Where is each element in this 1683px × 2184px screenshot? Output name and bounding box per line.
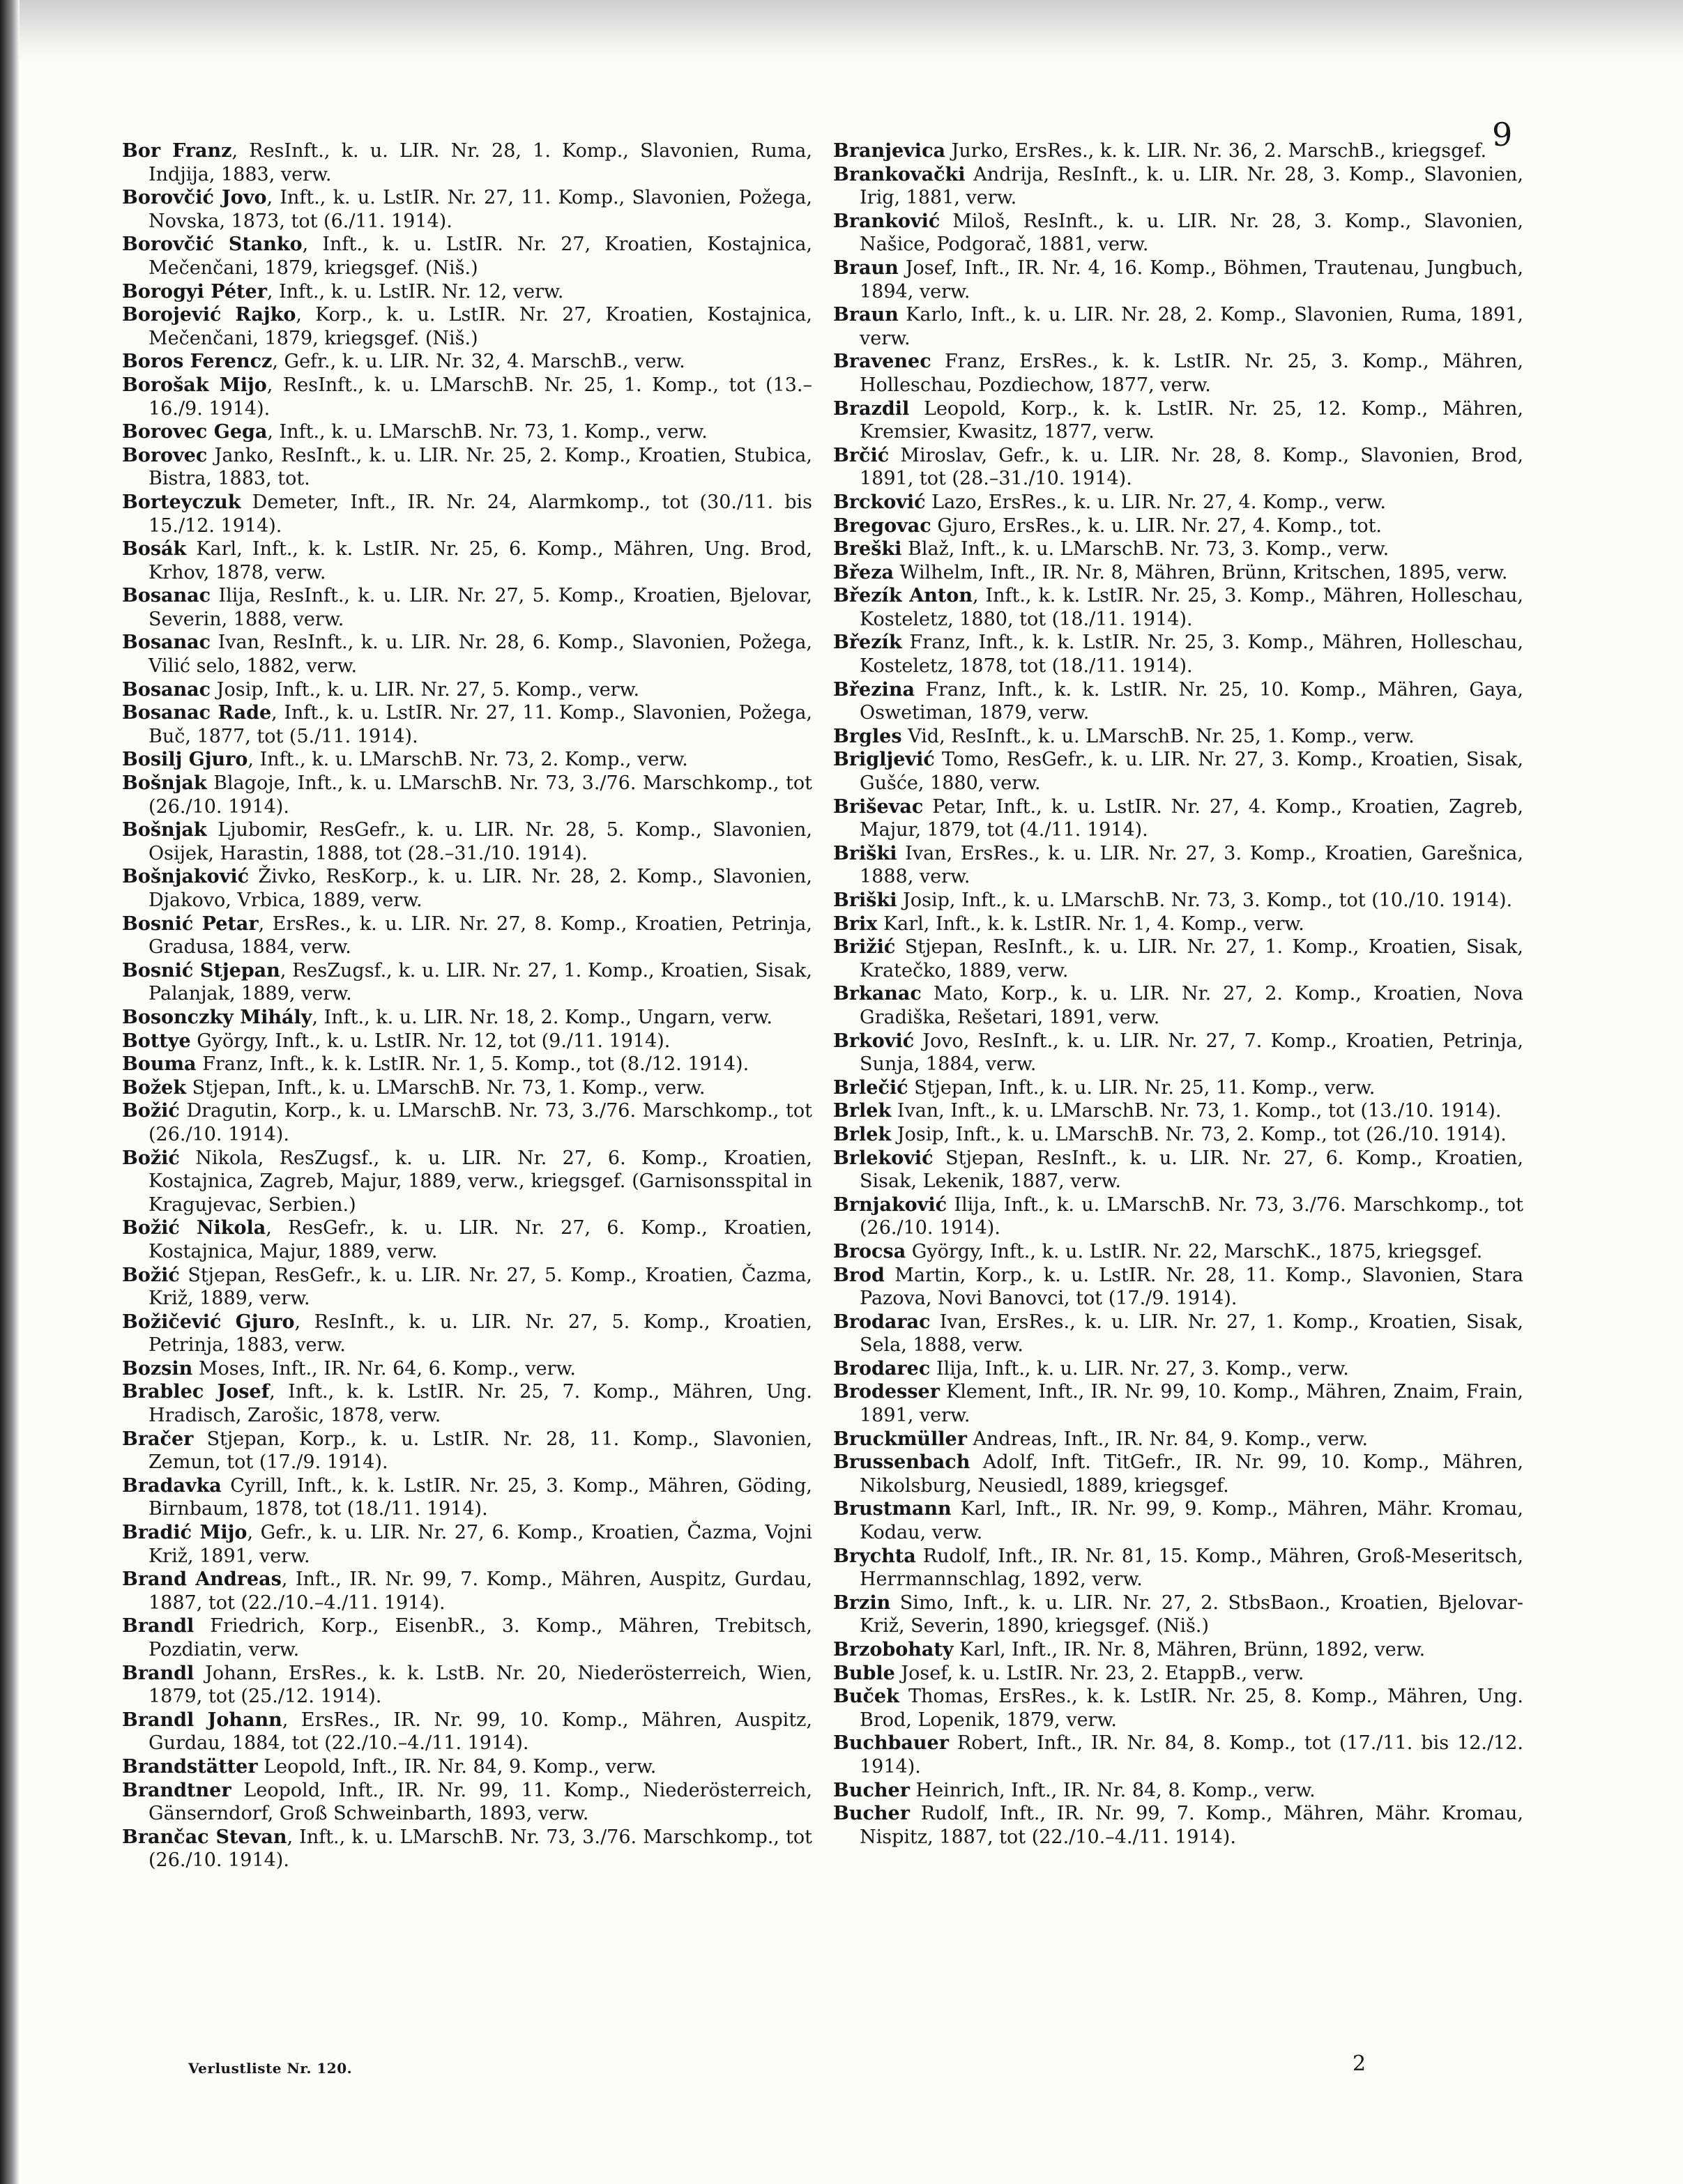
list-entry	[122, 959, 812, 1006]
entry-name: Briševac	[833, 795, 924, 818]
list-entry	[833, 795, 1523, 842]
entry-details: Ivan, ErsRes., k. u. LIR. Nr. 27, 1. Komp., Kroatien, Sisak, Sela, 1888, verw.	[860, 1311, 1523, 1357]
page-number: 9	[1492, 116, 1513, 153]
entry-name: Brazdil	[833, 397, 910, 420]
entry-details: Johann, ErsRes., k. k. LstB. Nr. 20, Niederösterreich, Wien, 1879, tot (25./12. 1914).	[148, 1662, 812, 1708]
entry-name: Božić Nikola	[122, 1217, 266, 1239]
list-entry	[122, 139, 812, 186]
entry-details: , Inft., k. u. LMarschB. Nr. 73, 2. Komp., verw.	[247, 749, 688, 771]
list-entry	[833, 514, 1523, 538]
list-entry	[833, 257, 1523, 303]
entry-details: Franz, Inft., k. k. LstIR. Nr. 25, 3. Komp., Mähren, Holleschau, Kosteletz, 1878, tot (18./11. 1914).	[860, 632, 1523, 678]
list-entry	[122, 1568, 812, 1614]
entry-details: Josip, Inft., k. u. LMarschB. Nr. 73, 2. Komp., tot (26./10. 1914).	[891, 1123, 1507, 1145]
list-entry	[833, 1193, 1523, 1240]
entry-name: Brlečić	[833, 1076, 908, 1099]
entry-name: Bradić Mijo	[122, 1522, 247, 1544]
entry-name: Braun	[833, 257, 899, 279]
entry-name: Braun	[833, 304, 899, 326]
entry-name: Brčić	[833, 444, 890, 466]
list-entry	[122, 1030, 812, 1053]
entry-name: Bosanac	[122, 632, 211, 654]
list-entry	[833, 491, 1523, 514]
entry-name: Bosnić Petar	[122, 912, 259, 935]
list-entry	[833, 631, 1523, 678]
entry-name: Buble	[833, 1662, 895, 1684]
entry-name: Briški	[833, 889, 897, 911]
entry-details: Stjepan, ResGefr., k. u. LIR. Nr. 27, 5. Komp., Kroatien, Čazma, Križ, 1889, verw.	[148, 1264, 812, 1310]
entry-details: Karl, Inft., k. k. LstIR. Nr. 1, 4. Komp., verw.	[877, 912, 1304, 935]
list-entry	[122, 772, 812, 818]
entry-name: Bošnjak	[122, 772, 207, 795]
entry-name: Bucher	[833, 1803, 910, 1825]
list-entry	[833, 842, 1523, 889]
list-entry	[122, 865, 812, 912]
entry-details: György, Inft., k. u. LstIR. Nr. 22, MarschK., 1875, kriegsgef.	[906, 1240, 1483, 1262]
entry-name: Brižić	[833, 936, 896, 959]
list-entry	[833, 139, 1523, 163]
entry-details: , Inft., k. k. LstIR. Nr. 25, 7. Komp., Mähren, Ung. Hradisch, Zarošic, 1878, verw.	[148, 1381, 812, 1427]
list-entry	[122, 1216, 812, 1263]
entry-name: Brzin	[833, 1591, 891, 1614]
entry-name: Bračer	[122, 1428, 194, 1450]
entry-name: Brandl Johann	[122, 1709, 282, 1731]
entry-details: Karl, Inft., IR. Nr. 8, Mähren, Brünn, 1892, verw.	[953, 1639, 1426, 1660]
list-entry	[833, 1451, 1523, 1497]
entry-details: Nikola, ResZugsf., k. u. LIR. Nr. 27, 6. Komp., Kroatien, Kostajnica, Zagreb, Majur, 1889, verw., kriegsgef. (Garnisonsspital in Kragujevac, Serbien.)	[148, 1147, 812, 1216]
entry-details: Martin, Korp., k. u. LstIR. Nr. 28, 11. Komp., Slavonien, Stara Pazova, Novi Banovci, tot (17./9. 1914).	[860, 1264, 1523, 1310]
entry-details: Jurko, ErsRes., k. k. LIR. Nr. 36, 2. MarschB., kriegsgef.	[945, 140, 1487, 162]
entry-name: Bozsin	[122, 1357, 193, 1380]
entry-details: Ilija, Inft., k. u. LMarschB. Nr. 73, 3./76. Marschkomp., tot (26./10. 1914).	[860, 1193, 1523, 1239]
entry-name: Božić	[122, 1264, 180, 1286]
entry-name: Brcković	[833, 491, 926, 513]
entry-name: Borogyi Péter	[122, 280, 267, 303]
list-entry	[833, 1732, 1523, 1778]
list-entry	[122, 701, 812, 748]
entry-name: Brocsa	[833, 1240, 906, 1262]
entry-details: Franz, Inft., k. k. LstIR. Nr. 25, 10. Komp., Mähren, Gaya, Oswetiman, 1879, verw.	[860, 678, 1523, 724]
entry-name: Brlek	[833, 1100, 892, 1122]
entry-details: , ErsRes., IR. Nr. 99, 10. Komp., Mähren, Auspitz, Gurdau, 1884, tot (22./10.–4./11. 1914).	[148, 1709, 812, 1755]
entry-details: Petar, Inft., k. u. LstIR. Nr. 27, 4. Komp., Kroatien, Zagreb, Majur, 1879, tot (4./11. 1914).	[860, 795, 1523, 841]
list-entry	[122, 1614, 812, 1661]
entry-details: , Inft., k. u. LstIR. Nr. 27, Kroatien, Kostajnica, Mečenčani, 1879, kriegsgef. (Niš.)	[148, 234, 812, 279]
entry-name: Borovčić Jovo	[122, 187, 267, 209]
list-entry	[122, 350, 812, 374]
entry-name: Brodarec	[833, 1357, 931, 1380]
list-entry	[833, 1076, 1523, 1100]
entry-name: Brleković	[833, 1147, 934, 1169]
entry-name: Branković	[833, 210, 940, 232]
entry-name: Březík	[833, 632, 902, 654]
entry-details: Karl, Inft., k. k. LstIR. Nr. 25, 6. Komp., Mähren, Ung. Brod, Krhov, 1878, verw.	[148, 538, 812, 583]
entry-details: , ResZugsf., k. u. LIR. Nr. 27, 1. Komp., Kroatien, Sisak, Palanjak, 1889, verw.	[148, 959, 812, 1005]
list-entry	[122, 420, 812, 444]
entry-details: , Inft., k. k. LstIR. Nr. 25, 3. Komp., Mähren, Holleschau, Kosteletz, 1880, tot (18./11. 1914).	[860, 585, 1523, 630]
signature-mark: 2	[1353, 2052, 1366, 2076]
entry-details: Ivan, Inft., k. u. LMarschB. Nr. 73, 1. Komp., tot (13./10. 1914).	[891, 1100, 1502, 1122]
entry-name: Božičević Gjuro	[122, 1311, 295, 1333]
entry-name: Borošak Mijo	[122, 374, 267, 396]
list-entry	[833, 889, 1523, 912]
scan-left-shadow	[0, 0, 20, 2184]
entry-details: , ResGefr., k. u. LIR. Nr. 27, 6. Komp., Kroatien, Kostajnica, Majur, 1889, verw.	[148, 1217, 812, 1262]
list-entry	[122, 1264, 812, 1311]
entry-details: Josip, Inft., k. u. LIR. Nr. 27, 5. Komp., verw.	[211, 678, 640, 701]
entry-details: Franz, Inft., k. k. LstIR. Nr. 1, 5. Komp., tot (8./12. 1914).	[196, 1053, 749, 1076]
list-entry	[122, 1474, 812, 1521]
entry-name: Brix	[833, 912, 878, 935]
entry-details: , Inft., k. u. LMarschB. Nr. 73, 1. Komp., verw.	[267, 421, 708, 443]
entry-details: , ResInft., k. u. LIR. Nr. 28, 1. Komp., Slavonien, Ruma, Indjija, 1883, verw.	[148, 140, 812, 185]
list-entry	[122, 1006, 812, 1030]
entry-name: Brankovački	[833, 163, 966, 185]
entry-details: Miloš, ResInft., k. u. LIR. Nr. 28, 3. Komp., Slavonien, Našice, Podgorač, 1881, verw.	[860, 210, 1523, 256]
list-entry	[833, 982, 1523, 1029]
list-entry	[833, 1779, 1523, 1803]
entry-name: Brigljević	[833, 749, 935, 771]
list-entry	[833, 1662, 1523, 1686]
entry-details: Janko, ResInft., k. u. LIR. Nr. 25, 2. Komp., Kroatien, Stubica, Bistra, 1883, tot.	[148, 444, 812, 490]
list-entry	[122, 1826, 812, 1872]
list-entry	[833, 936, 1523, 982]
entry-name: Bosonczky Mihály	[122, 1006, 312, 1028]
list-entry	[833, 350, 1523, 397]
entry-name: Bosanac	[122, 678, 211, 701]
entry-details: Leopold, Inft., IR. Nr. 99, 11. Komp., Niederösterreich, Gänserndorf, Groß Schweinbarth, 1893, verw.	[148, 1779, 812, 1825]
entry-details: Ilija, ResInft., k. u. LIR. Nr. 27, 5. Komp., Kroatien, Bjelovar, Severin, 1888, verw.	[148, 585, 812, 630]
entry-name: Březa	[833, 561, 894, 583]
entry-details: Josip, Inft., k. u. LMarschB. Nr. 73, 3. Komp., tot (10./10. 1914).	[897, 889, 1513, 911]
entry-name: Bradavka	[122, 1474, 222, 1497]
entry-details: Simo, Inft., k. u. LIR. Nr. 27, 2. StbsBaon., Kroatien, Bjelovar-Križ, Severin, 1890, kriegsgef. (Niš.)	[860, 1591, 1523, 1637]
entry-details: , Inft., IR. Nr. 99, 7. Komp., Mähren, Auspitz, Gurdau, 1887, tot (22./10.–4./11. 1914).	[148, 1568, 813, 1614]
entry-details: Stjepan, Inft., k. u. LIR. Nr. 25, 11. Komp., verw.	[908, 1076, 1376, 1099]
entry-name: Borovec Gega	[122, 421, 268, 443]
list-entry	[122, 678, 812, 702]
entry-details: , Korp., k. u. LstIR. Nr. 27, Kroatien, Kostajnica, Mečenčani, 1879, kriegsgef. (Niš.)	[148, 304, 812, 349]
entry-name: Bosák	[122, 538, 187, 560]
entry-details: Leopold, Korp., k. k. LstIR. Nr. 25, 12. Komp., Mähren, Kremsier, Kwasitz, 1877, verw.	[860, 397, 1523, 443]
list-entry	[833, 1264, 1523, 1311]
entry-name: Brodarac	[833, 1311, 931, 1333]
entry-details: Rudolf, Inft., IR. Nr. 81, 15. Komp., Mähren, Groß-Meseritsch, Herrmannschlag, 1892, verw.	[860, 1545, 1523, 1591]
entry-details: Leopold, Inft., IR. Nr. 84, 9. Komp., verw.	[257, 1755, 657, 1778]
entry-details: , Inft., k. u. LstIR. Nr. 12, verw.	[266, 280, 564, 303]
entry-details: Miroslav, Gefr., k. u. LIR. Nr. 28, 8. Komp., Slavonien, Brod, 1891, tot (28.–31./10. 1914).	[860, 444, 1523, 490]
scan-top-shadow	[0, 0, 1683, 63]
entry-name: Brančac Stevan	[122, 1826, 287, 1848]
entry-details: Blagoje, Inft., k. u. LMarschB. Nr. 73, 3./76. Marschkomp., tot (26./10. 1914).	[148, 772, 812, 818]
entry-name: Brzobohaty	[833, 1639, 954, 1660]
entry-details: Vid, ResInft., k. u. LMarschB. Nr. 25, 1. Komp., verw.	[901, 725, 1415, 747]
entry-details: Andrija, ResInft., k. u. LIR. Nr. 28, 3. Komp., Slavonien, Irig, 1881, verw.	[860, 163, 1523, 209]
entry-name: Brussenbach	[833, 1451, 970, 1474]
entry-details: , ErsRes., k. u. LIR. Nr. 27, 8. Komp., Kroatien, Petrinja, Gradusa, 1884, verw.	[148, 912, 812, 959]
entry-name: Brandstätter	[122, 1755, 258, 1778]
entry-name: Brkanac	[833, 983, 922, 1005]
entry-details: , Gefr., k. u. LIR. Nr. 32, 4. MarschB., verw.	[272, 351, 685, 373]
entry-details: György, Inft., k. u. LstIR. Nr. 12, tot (9./11. 1914).	[190, 1030, 671, 1052]
list-entry	[833, 1240, 1523, 1264]
entry-details: Tomo, ResGefr., k. u. LIR. Nr. 27, 3. Komp., Kroatien, Sisak, Gušće, 1880, verw.	[860, 749, 1523, 795]
list-entry	[122, 444, 812, 491]
list-entry	[122, 374, 812, 420]
list-entry	[122, 1755, 812, 1779]
entry-details: Gjuro, ErsRes., k. u. LIR. Nr. 27, 4. Komp., tot.	[931, 514, 1383, 537]
list-entry	[122, 1076, 812, 1100]
entry-details: Stjepan, ResInft., k. u. LIR. Nr. 27, 6. Komp., Kroatien, Sisak, Lekenik, 1887, verw.	[860, 1147, 1523, 1193]
list-entry	[833, 1311, 1523, 1357]
list-entry	[122, 233, 812, 280]
entry-name: Buček	[833, 1686, 899, 1708]
entry-details: , ResInft., k. u. LIR. Nr. 27, 5. Komp., Kroatien, Petrinja, 1883, verw.	[148, 1311, 812, 1357]
list-entry	[833, 1802, 1523, 1849]
entry-details: Karl, Inft., IR. Nr. 99, 9. Komp., Mähren, Mähr. Kromau, Kodau, verw.	[860, 1498, 1523, 1544]
entry-details: , Inft., k. u. LstIR. Nr. 27, 11. Komp., Slavonien, Požega, Novska, 1873, tot (6./11. 1914).	[148, 187, 812, 232]
entry-details: Jovo, ResInft., k. u. LIR. Nr. 27, 7. Komp., Kroatien, Petrinja, Sunja, 1884, verw.	[860, 1030, 1523, 1076]
entry-details: Stjepan, ResInft., k. u. LIR. Nr. 27, 1. Komp., Kroatien, Sisak, Kratečko, 1889, verw.	[860, 936, 1523, 982]
list-entry	[122, 1357, 812, 1381]
list-entry	[833, 444, 1523, 491]
entry-name: Brandtner	[122, 1779, 231, 1801]
entry-name: Bosilj Gjuro	[122, 749, 248, 771]
list-entry	[122, 1709, 812, 1755]
list-entry	[122, 1662, 812, 1709]
entry-details: Mato, Korp., k. u. LIR. Nr. 27, 2. Komp., Kroatien, Nova Gradiška, Rešetari, 1891, verw.	[860, 983, 1523, 1028]
entry-name: Bruckmüller	[833, 1428, 967, 1450]
entry-details: Josef, k. u. LstIR. Nr. 23, 2. EtappB., verw.	[894, 1662, 1304, 1684]
list-entry	[833, 1123, 1523, 1147]
entry-name: Brod	[833, 1264, 885, 1286]
entry-details: Stjepan, Korp., k. u. LstIR. Nr. 28, 11. Komp., Slavonien, Zemun, tot (17./9. 1914).	[148, 1428, 812, 1474]
entry-details: Ilija, Inft., k. u. LIR. Nr. 27, 3. Komp., verw.	[930, 1357, 1349, 1380]
entry-name: Branjevica	[833, 140, 945, 162]
entry-name: Březina	[833, 678, 915, 701]
list-entry	[122, 1428, 812, 1474]
list-entry	[833, 303, 1523, 350]
entry-name: Bosanac Rade	[122, 702, 272, 724]
list-entry	[833, 1030, 1523, 1076]
list-entry	[122, 584, 812, 631]
entry-details: , Inft., k. u. LIR. Nr. 18, 2. Komp., Ungarn, verw.	[312, 1006, 772, 1028]
right-column	[833, 139, 1523, 1849]
entry-name: Brgles	[833, 725, 902, 747]
entry-name: Božić	[122, 1147, 180, 1169]
entry-name: Briški	[833, 842, 897, 864]
entry-details: Blaž, Inft., k. u. LMarschB. Nr. 73, 3. Komp., verw.	[901, 538, 1389, 560]
list-entry	[122, 912, 812, 959]
list-entry	[122, 186, 812, 233]
entry-details: Friedrich, Korp., EisenbR., 3. Komp., Mähren, Trebitsch, Pozdiatin, verw.	[148, 1615, 812, 1660]
entry-name: Brand Andreas	[122, 1568, 282, 1591]
list-entry	[833, 912, 1523, 936]
entry-details: Josef, Inft., IR. Nr. 4, 16. Komp., Böhmen, Trautenau, Jungbuch, 1894, verw.	[860, 257, 1523, 303]
list-entry	[122, 1311, 812, 1357]
entry-details: , ResInft., k. u. LMarschB. Nr. 25, 1. Komp., tot (13.–16./9. 1914).	[148, 374, 812, 420]
entry-details: Wilhelm, Inft., IR. Nr. 8, Mähren, Brünn, Kritschen, 1895, verw.	[894, 561, 1508, 583]
entry-details: Moses, Inft., IR. Nr. 64, 6. Komp., verw.	[192, 1357, 576, 1380]
entry-name: Bošnjaković	[122, 866, 250, 888]
left-column	[122, 139, 812, 1872]
entry-details: Lazo, ErsRes., k. u. LIR. Nr. 27, 4. Komp., verw.	[925, 491, 1386, 513]
entry-name: Boros Ferencz	[122, 351, 273, 373]
entry-details: Thomas, ErsRes., k. k. LstIR. Nr. 25, 8. Komp., Mähren, Ung. Brod, Lopenik, 1879, verw.	[860, 1686, 1523, 1731]
entry-details: Karlo, Inft., k. u. LIR. Nr. 28, 2. Komp., Slavonien, Ruma, 1891, verw.	[860, 304, 1523, 349]
entry-name: Brodesser	[833, 1381, 940, 1403]
entry-details: Demeter, Inft., IR. Nr. 24, Alarmkomp., tot (30./11. bis 15./12. 1914).	[148, 491, 812, 537]
list-entry	[122, 1380, 812, 1427]
list-entry	[833, 1638, 1523, 1662]
list-entry	[122, 537, 812, 584]
entry-details: Robert, Inft., IR. Nr. 84, 8. Komp., tot (17./11. bis 12./12. 1914).	[860, 1732, 1523, 1778]
entry-details: Ivan, ErsRes., k. u. LIR. Nr. 27, 3. Komp., Kroatien, Garešnica, 1888, verw.	[860, 842, 1523, 888]
list-entry	[833, 397, 1523, 444]
list-entry	[833, 210, 1523, 257]
list-entry	[833, 561, 1523, 585]
entry-name: Brandl	[122, 1662, 195, 1684]
entry-name: Bregovac	[833, 514, 931, 537]
entry-details: Franz, ErsRes., k. k. LstIR. Nr. 25, 3. Komp., Mähren, Holleschau, Pozdiechow, 1877, verw.	[860, 351, 1523, 396]
entry-name: Brandl	[122, 1615, 195, 1637]
list-entry	[833, 1428, 1523, 1451]
entry-details: Adolf, Inft. TitGefr., IR. Nr. 99, 10. Komp., Mähren, Nikolsburg, Neusiedl, 1889, kriegsgef.	[860, 1451, 1523, 1497]
entry-name: Bucher	[833, 1779, 910, 1801]
entry-name: Brustmann	[833, 1498, 952, 1520]
entry-name: Božić	[122, 1100, 180, 1122]
entry-details: , Inft., k. u. LstIR. Nr. 27, 11. Komp., Slavonien, Požega, Buč, 1877, tot (5./11. 1914).	[148, 702, 812, 747]
list-entry	[122, 748, 812, 772]
entry-name: Borojević Rajko	[122, 304, 296, 326]
list-entry	[833, 1147, 1523, 1193]
entry-name: Brychta	[833, 1545, 916, 1567]
entry-details: Stjepan, Inft., k. u. LMarschB. Nr. 73, 1. Komp., verw.	[186, 1076, 706, 1099]
list-entry	[833, 163, 1523, 210]
entry-details: Živko, ResKorp., k. u. LIR. Nr. 28, 2. Komp., Slavonien, Djakovo, Vrbica, 1889, verw.	[148, 866, 812, 911]
entry-details: Cyrill, Inft., k. k. LstIR. Nr. 25, 3. Komp., Mähren, Göding, Birnbaum, 1878, tot (18./11. 1914).	[148, 1474, 812, 1520]
entry-name: Bosnić Stjepan	[122, 959, 280, 982]
entry-details: , Inft., k. u. LMarschB. Nr. 73, 3./76. Marschkomp., tot (26./10. 1914).	[148, 1826, 812, 1872]
list-entry	[122, 1521, 812, 1568]
entry-name: Borovec	[122, 444, 208, 466]
list-entry	[833, 1591, 1523, 1638]
entry-name: Buchbauer	[833, 1732, 949, 1755]
list-entry	[833, 748, 1523, 795]
list-entry	[833, 1380, 1523, 1427]
list-entry	[833, 1685, 1523, 1732]
list-entry	[833, 1099, 1523, 1123]
entry-name: Bottye	[122, 1030, 191, 1052]
entry-details: Dragutin, Korp., k. u. LMarschB. Nr. 73, 3./76. Marschkomp., tot (26./10. 1914).	[148, 1100, 812, 1145]
list-entry	[833, 584, 1523, 631]
entry-details: , Gefr., k. u. LIR. Nr. 27, 6. Komp., Kroatien, Čazma, Vojni Križ, 1891, verw.	[148, 1522, 812, 1567]
entry-details: Rudolf, Inft., IR. Nr. 99, 7. Komp., Mähren, Mähr. Kromau, Nispitz, 1887, tot (22./10.–4./11. 1914).	[860, 1803, 1523, 1848]
entry-details: Heinrich, Inft., IR. Nr. 84, 8. Komp., verw.	[909, 1779, 1316, 1801]
list-entry	[122, 491, 812, 537]
entry-details: Ljubomir, ResGefr., k. u. LIR. Nr. 28, 5. Komp., Slavonien, Osijek, Harastin, 1888, tot (28.–31./10. 1914).	[148, 819, 812, 864]
list-entry	[122, 1099, 812, 1146]
entry-name: Bouma	[122, 1053, 197, 1076]
entry-name: Bosanac	[122, 585, 211, 607]
entry-name: Breški	[833, 538, 902, 560]
footer-note: Verlustliste Nr. 120.	[188, 2060, 353, 2077]
entry-name: Brković	[833, 1030, 915, 1052]
list-entry	[833, 1497, 1523, 1544]
entry-name: Brlek	[833, 1123, 892, 1145]
list-entry	[122, 1053, 812, 1076]
list-entry	[833, 1545, 1523, 1591]
list-entry	[833, 1357, 1523, 1381]
list-entry	[122, 1147, 812, 1217]
entry-name: Božek	[122, 1076, 187, 1099]
list-entry	[122, 631, 812, 678]
list-entry	[833, 678, 1523, 725]
list-entry	[122, 1779, 812, 1826]
list-entry	[833, 537, 1523, 561]
list-entry	[122, 280, 812, 304]
entry-details: Andreas, Inft., IR. Nr. 84, 9. Komp., verw.	[966, 1428, 1369, 1450]
entry-name: Bravenec	[833, 351, 931, 373]
entry-details: Klement, Inft., IR. Nr. 99, 10. Komp., Mähren, Znaim, Frain, 1891, verw.	[860, 1381, 1523, 1427]
list-entry	[833, 725, 1523, 749]
entry-details: Ivan, ResInft., k. u. LIR. Nr. 28, 6. Komp., Slavonien, Požega, Vilić selo, 1882, verw.	[148, 632, 812, 678]
entry-name: Bošnjak	[122, 819, 207, 841]
entry-name: Brablec Josef	[122, 1381, 270, 1403]
entry-name: Borteyczuk	[122, 491, 241, 513]
entry-name: Brnjaković	[833, 1193, 947, 1216]
list-entry	[122, 303, 812, 350]
entry-name: Březík Anton	[833, 585, 973, 607]
list-entry	[122, 818, 812, 865]
entry-name: Bor Franz	[122, 140, 232, 162]
entry-name: Borovčić Stanko	[122, 234, 303, 256]
